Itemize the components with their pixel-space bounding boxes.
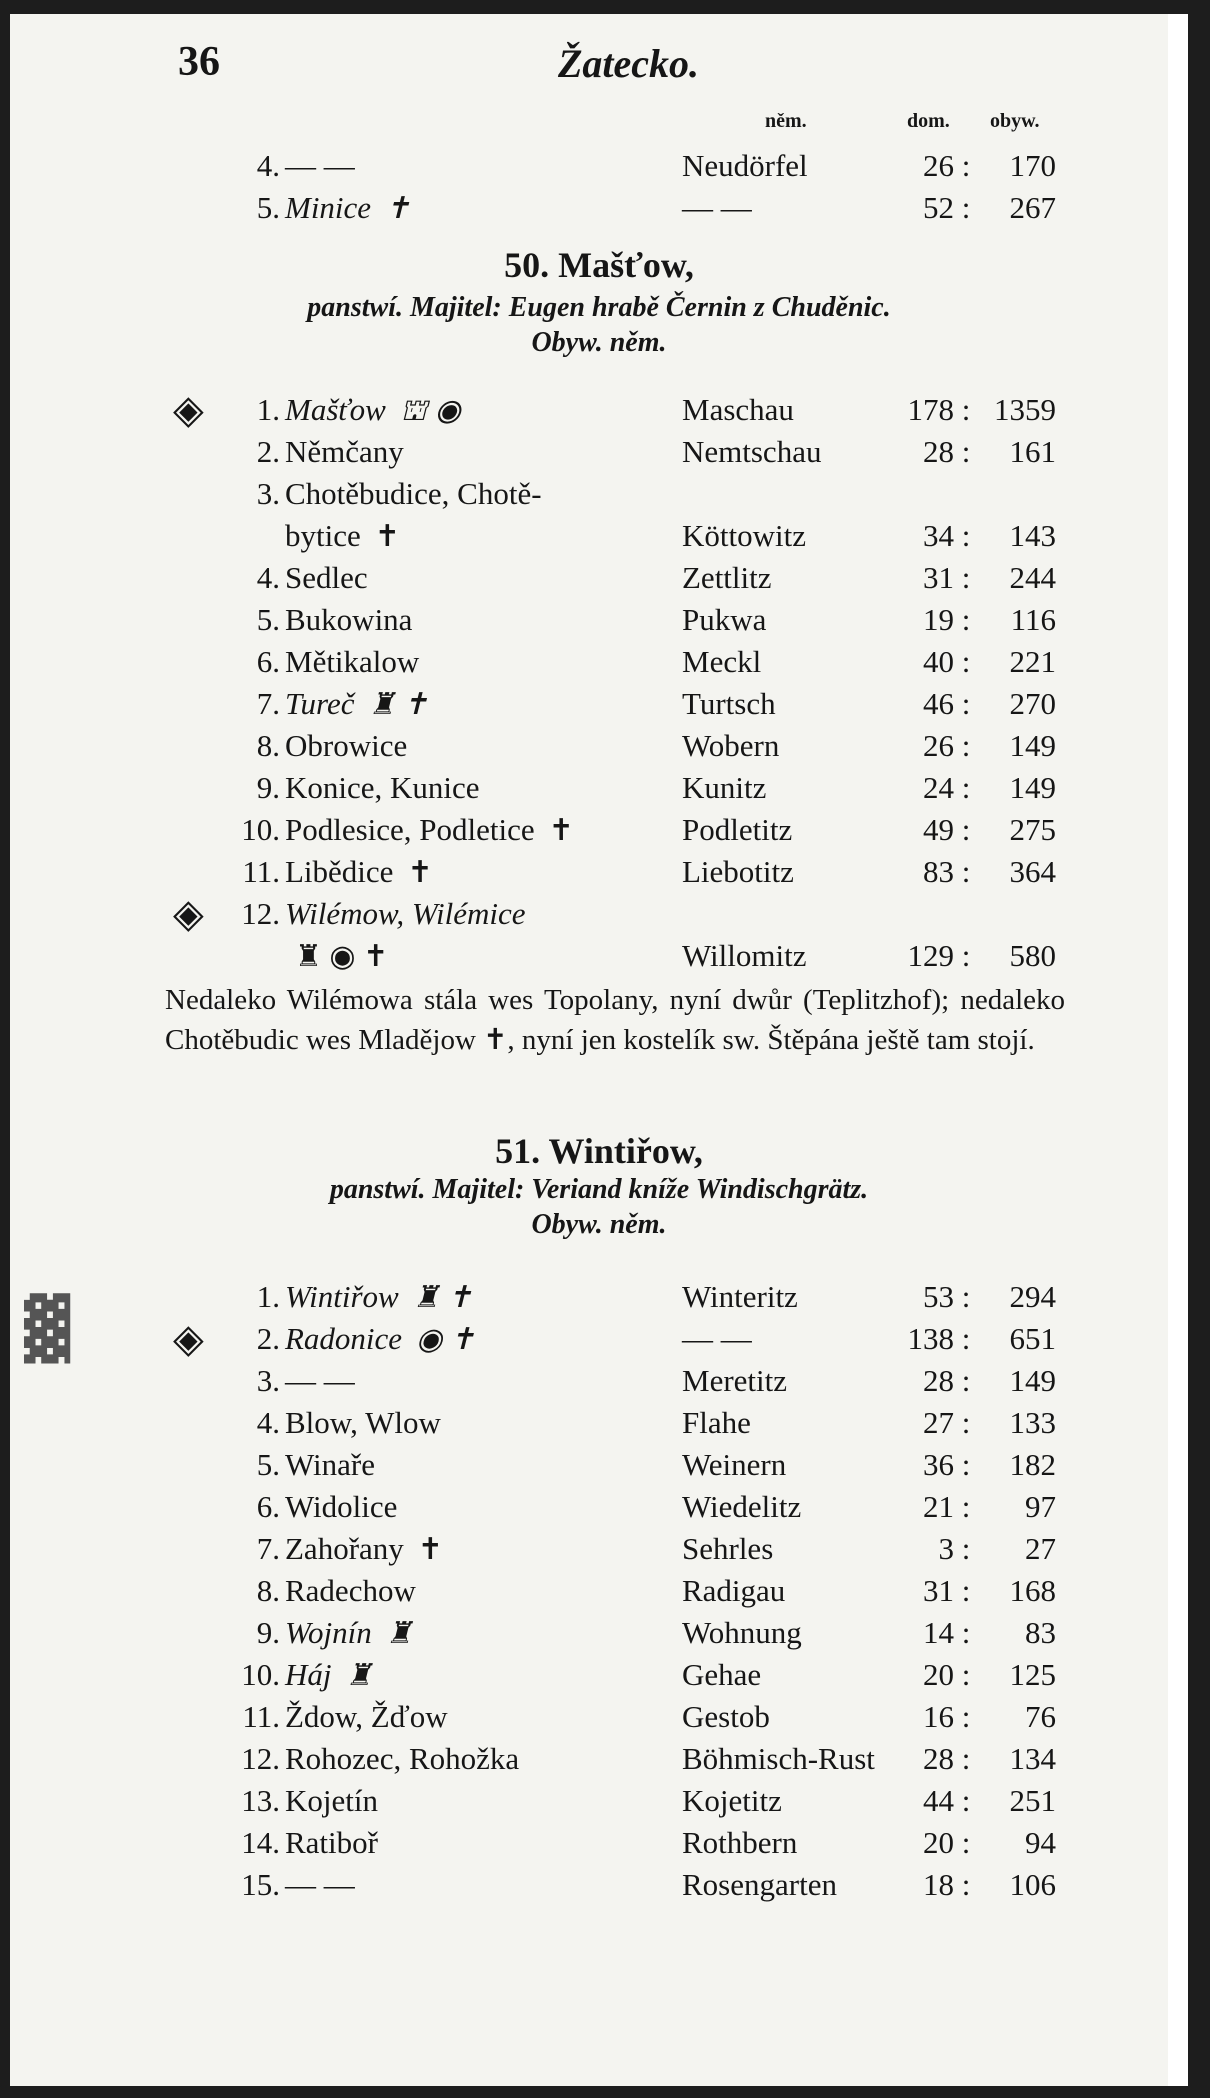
german-name: Kunitz [682,770,767,805]
population-count: 106 [1009,1867,1056,1902]
table-row [10,726,1188,766]
ratio-colon: : [961,854,971,889]
ratio-colon: : [961,644,971,679]
czech-name: Radechow [285,1573,416,1608]
house-count: 18 [923,1867,954,1902]
column-header-nem: něm. [765,110,807,132]
row-number: 6. [256,644,280,679]
czech-name: Bukowina [285,602,413,637]
symbol-icons: ♜ [385,1617,413,1650]
ratio-colon: : [961,1699,971,1734]
column-header-dom: dom. [907,110,950,132]
row-number: 12. [241,896,280,931]
running-head: Žatecko. [558,41,700,86]
population-count: 651 [1009,1321,1056,1356]
table-row [10,1823,1188,1863]
german-name: Gehae [682,1657,762,1692]
section-51-title: 51. Wintiřow, [495,1131,703,1171]
population-count: 251 [1009,1783,1056,1818]
table-row [10,768,1188,808]
house-count: 27 [923,1405,954,1440]
german-name: Pukwa [682,602,767,637]
section-50-note: Nedaleko Wilémowa stála wes Topolany, nyní dwůr (Teplitzhof); nedaleko Chotěbudic wes Mladějow ✝, nyní jen kostelík sw. Štěpána ještě tam stojí. [165,984,1065,1056]
house-count: 36 [923,1447,954,1482]
ratio-colon: : [961,1657,971,1692]
german-name: Wiedelitz [682,1489,802,1524]
house-count: 178 [907,392,954,427]
german-name: Meretitz [682,1363,788,1398]
row-number: 2. [256,434,280,469]
house-count: 138 [907,1321,954,1356]
table-row [10,188,1188,228]
house-count: 53 [923,1279,954,1314]
table-row [10,642,1188,682]
table-row [10,1403,1188,1443]
ratio-colon: : [961,148,971,183]
population-count: 267 [1009,190,1056,225]
symbol-icons: ✝ [417,1533,443,1566]
table-row [10,474,1188,514]
german-name: Zettlitz [682,560,772,595]
ratio-colon: : [961,1489,971,1524]
diamond-marker-icon: ◈ [173,1316,204,1361]
house-count: 24 [923,770,954,805]
page-margin-edge [1168,14,1188,2086]
german-name: Flahe [682,1405,751,1440]
ratio-colon: : [961,1867,971,1902]
ratio-colon: : [961,434,971,469]
house-count: 44 [923,1783,954,1818]
czech-name: Wintiřow ♜ ✝ [285,1279,473,1314]
german-name: — — [682,1321,752,1356]
diamond-marker-icon: ◈ [173,387,204,432]
symbol-icons: ♜ ✝ [412,1281,473,1314]
czech-name: Ratiboř [285,1825,378,1860]
table-row [10,387,1188,432]
house-count: 16 [923,1699,954,1734]
population-count: 27 [1025,1531,1056,1566]
population-count: 125 [1009,1657,1056,1692]
table-row [10,810,1188,850]
ratio-colon: : [961,602,971,637]
section-50-owner: panstwí. Majitel: Eugen hrabě Černin z Chuděnic. [307,292,891,323]
czech-name: — — [285,1867,355,1902]
ratio-colon: : [961,686,971,721]
symbol-icons: ♜ ◉ ✝ [295,940,389,973]
ratio-colon: : [961,1615,971,1650]
house-count: 26 [923,148,954,183]
row-number: 6. [256,1489,280,1524]
czech-name: Libědice ✝ [285,854,433,889]
house-count: 28 [923,1741,954,1776]
population-count: 149 [1009,1363,1056,1398]
edge-smudge: ▓ [24,1294,71,1364]
german-name: Rosengarten [682,1867,837,1902]
czech-name: — — [285,1363,355,1398]
czech-name: Kojetín [285,1783,378,1818]
table-row [10,684,1188,724]
german-name: Rothbern [682,1825,798,1860]
czech-name: Obrowice [285,728,408,763]
population-count: 143 [1009,518,1056,553]
symbol-icons: ✝ [548,814,574,847]
german-name: Podletitz [682,812,793,847]
population-count: 97 [1025,1489,1056,1524]
german-name: Köttowitz [682,518,806,553]
german-name: Wohnung [682,1615,802,1650]
german-name: Kojetitz [682,1783,782,1818]
ratio-colon: : [961,518,971,553]
table-row [10,1739,1188,1779]
row-number: 3. [256,1363,280,1398]
row-number: 1. [256,392,280,427]
table-row [10,891,1188,936]
czech-name: Chotěbudice, Chotě- [285,476,542,511]
ratio-colon: : [961,1447,971,1482]
population-count: 182 [1009,1447,1056,1482]
german-name: Turtsch [682,686,776,721]
symbol-icons: ✝ [407,856,433,889]
ratio-colon: : [961,1783,971,1818]
czech-name: Widolice [285,1489,398,1524]
czech-name: Rohozec, Rohožka [285,1741,520,1776]
german-name: Meckl [682,644,762,679]
german-name: Maschau [682,392,794,427]
house-count: 26 [923,728,954,763]
ratio-colon: : [961,1405,971,1440]
row-number: 14. [241,1825,280,1860]
ratio-colon: : [961,1573,971,1608]
row-number: 4. [256,148,280,183]
czech-name: Konice, Kunice [285,770,480,805]
table-row [10,1613,1188,1653]
house-count: 20 [923,1825,954,1860]
czech-name: Radonice ◉ ✝ [285,1321,475,1356]
row-number: 4. [256,1405,280,1440]
czech-name: Háj ♜ [285,1657,373,1692]
german-name: Wobern [682,728,780,763]
ratio-colon: : [961,190,971,225]
population-count: 170 [1009,148,1056,183]
czech-name: — — [285,148,355,183]
population-count: 580 [1009,938,1056,973]
german-name: Winteritz [682,1279,798,1314]
row-number: 13. [241,1783,280,1818]
table-row [10,1445,1188,1485]
house-count: 20 [923,1657,954,1692]
house-count: 3 [938,1531,954,1566]
house-count: 49 [923,812,954,847]
czech-name: Ždow, Žďow [285,1699,448,1734]
table-row [10,558,1188,598]
population-count: 364 [1009,854,1056,889]
row-number: 12. [241,1741,280,1776]
section-50-title: 50. Mašťow, [504,245,694,285]
symbol-icons: ⛫ ◉ [399,394,461,427]
row-number: 7. [256,1531,280,1566]
house-count: 19 [923,602,954,637]
population-count: 294 [1009,1279,1056,1314]
german-name: Liebotitz [682,854,794,889]
czech-name: Mětikalow [285,644,420,679]
table-row [10,1487,1188,1527]
czech-name: Blow, Wlow [285,1405,441,1440]
section-51-owner: panstwí. Majitel: Veriand kníže Windischgrätz. [329,1174,869,1205]
table-row [10,1697,1188,1737]
german-name: Nemtschau [682,434,822,469]
row-number: 5. [256,190,280,225]
row-number: 1. [256,1279,280,1314]
czech-name: Podlesice, Podletice ✝ [285,812,574,847]
row-number: 8. [256,1573,280,1608]
row-number: 7. [256,686,280,721]
table-row [10,1865,1188,1905]
ratio-colon: : [961,560,971,595]
row-number: 5. [256,1447,280,1482]
czech-name: Němčany [285,434,404,469]
table-row [10,146,1188,186]
ratio-colon: : [961,728,971,763]
czech-name: Minice ✝ [285,190,411,225]
czech-name: Sedlec [285,560,368,595]
symbol-icons: ♜ ✝ [368,688,428,721]
german-name: Sehrles [682,1531,774,1566]
table-row [10,1277,1188,1317]
table-row [10,852,1188,892]
symbol-icons: ♜ [345,1659,373,1692]
table-row [10,432,1188,472]
table-row [10,1529,1188,1569]
population-count: 244 [1009,560,1056,595]
row-number: 11. [242,854,280,889]
house-count: 129 [907,938,954,973]
section-51-population: Obyw. něm. [531,1209,667,1240]
german-name: Neudörfel [682,148,808,183]
table-row [10,600,1188,640]
row-number: 10. [241,812,280,847]
population-count: 94 [1025,1825,1056,1860]
house-count: 21 [923,1489,954,1524]
table-row [10,516,1188,556]
row-number: 15. [241,1867,280,1902]
ratio-colon: : [961,938,971,973]
table-row [10,1781,1188,1821]
population-count: 134 [1009,1741,1056,1776]
czech-name: Mašťow ⛫ ◉ [285,392,461,427]
table-row [10,936,1188,976]
czech-name: Wojnín ♜ [285,1615,413,1650]
row-number: 3. [256,476,280,511]
german-name: Gestob [682,1699,770,1734]
population-count: 270 [1009,686,1056,721]
book-page [10,14,1188,2086]
house-count: 31 [923,1573,954,1608]
population-count: 221 [1009,644,1056,679]
german-name: — — [682,190,752,225]
ratio-colon: : [961,392,971,427]
house-count: 28 [923,434,954,469]
row-number: 2. [256,1321,280,1356]
german-name: Böhmisch-Rust [682,1741,875,1776]
ratio-colon: : [961,770,971,805]
ratio-colon: : [961,1531,971,1566]
row-number: 9. [256,770,280,805]
row-number: 5. [256,602,280,637]
row-number: 4. [256,560,280,595]
ratio-colon: : [961,1825,971,1860]
house-count: 31 [923,560,954,595]
population-count: 149 [1009,770,1056,805]
diamond-marker-icon: ◈ [173,891,204,936]
population-count: 83 [1025,1615,1056,1650]
house-count: 40 [923,644,954,679]
row-number: 10. [241,1657,280,1692]
row-number: 8. [256,728,280,763]
row-number: 11. [242,1699,280,1734]
population-count: 275 [1009,812,1056,847]
row-number: 9. [256,1615,280,1650]
czech-name: bytice ✝ [285,518,400,553]
ratio-colon: : [961,1279,971,1314]
czech-name: Wilémow, Wilémice [285,896,526,931]
ratio-colon: : [961,812,971,847]
czech-name: Tureč ♜ ✝ [285,686,428,721]
table-row [10,1361,1188,1401]
population-count: 168 [1009,1573,1056,1608]
house-count: 28 [923,1363,954,1398]
german-name: Willomitz [682,938,807,973]
population-count: 76 [1025,1699,1056,1734]
table-row [10,1571,1188,1611]
ratio-colon: : [961,1741,971,1776]
population-count: 1359 [994,392,1056,427]
column-header-obyw: obyw. [990,110,1040,132]
table-row [10,1655,1188,1695]
ratio-colon: : [961,1321,971,1356]
house-count: 34 [923,518,954,553]
czech-name [285,936,388,977]
german-name: Radigau [682,1573,786,1608]
czech-name: Winaře [285,1447,375,1482]
symbol-icons: ✝ [385,192,411,225]
table-row [10,1316,1188,1361]
german-name: Weinern [682,1447,787,1482]
page-number: 36 [178,39,220,85]
population-count: 116 [1010,602,1056,637]
house-count: 52 [923,190,954,225]
house-count: 83 [923,854,954,889]
symbol-icons: ◉ ✝ [416,1323,475,1356]
house-count: 46 [923,686,954,721]
population-count: 161 [1009,434,1056,469]
house-count: 14 [923,1615,954,1650]
population-count: 149 [1009,728,1056,763]
czech-name: Zahořany ✝ [285,1531,443,1566]
symbol-icons: ✝ [374,520,400,553]
section-50-population: Obyw. něm. [531,327,667,358]
population-count: 133 [1009,1405,1056,1440]
ratio-colon: : [961,1363,971,1398]
